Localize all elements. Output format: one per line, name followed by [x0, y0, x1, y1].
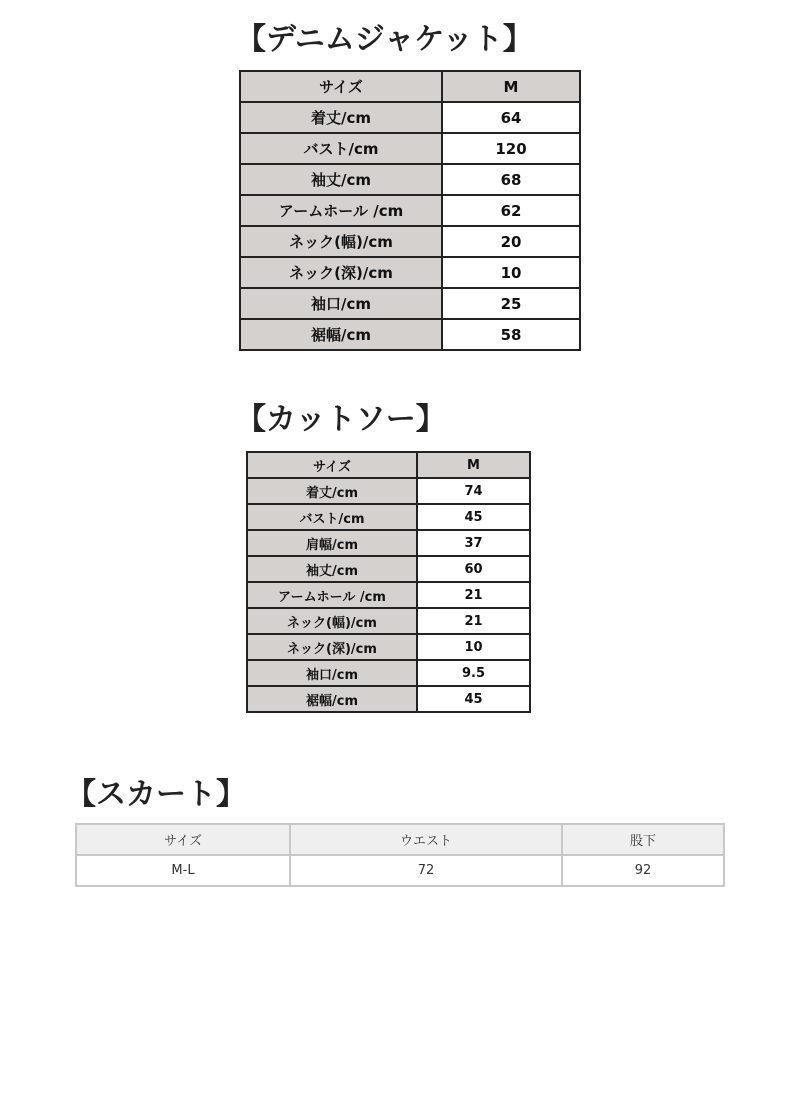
column-header-waist: ウエスト [290, 824, 562, 855]
table-row [247, 530, 530, 556]
measurement-value: 10 [417, 634, 530, 660]
measurement-label: アームホール /cm [240, 195, 442, 226]
table-row [240, 102, 580, 133]
measurement-value: 62 [442, 195, 580, 226]
measurement-label: 肩幅/cm [247, 530, 417, 556]
measurement-value: 45 [417, 504, 530, 530]
table-row [240, 226, 580, 257]
measurement-label: 裾幅/cm [240, 319, 442, 350]
cut-and-sew-size-table [246, 451, 531, 713]
size-header-value: M [442, 71, 580, 102]
size-header-value: M [417, 452, 530, 478]
waist-value: 72 [290, 855, 562, 886]
size-value: M-L [76, 855, 290, 886]
measurement-value: 9.5 [417, 660, 530, 686]
table-row [240, 288, 580, 319]
table-row [247, 478, 530, 504]
measurement-label: 袖丈/cm [240, 164, 442, 195]
measurement-value: 120 [442, 133, 580, 164]
table-row [240, 319, 580, 350]
table-row [247, 504, 530, 530]
measurement-label: ネック(幅)/cm [247, 608, 417, 634]
size-header-label: サイズ [247, 452, 417, 478]
table-row [240, 257, 580, 288]
measurement-value: 60 [417, 556, 530, 582]
measurement-label: バスト/cm [240, 133, 442, 164]
measurement-value: 10 [442, 257, 580, 288]
skirt-title: 【スカート】 [66, 777, 246, 812]
table-row [247, 582, 530, 608]
table-row [247, 608, 530, 634]
measurement-value: 74 [417, 478, 530, 504]
size-header-label: サイズ [240, 71, 442, 102]
table-row [247, 686, 530, 712]
cut-and-sew-title: 【カットソー】 [236, 402, 446, 437]
column-header-inseam: 股下 [562, 824, 724, 855]
denim-jacket-size-table [239, 70, 581, 351]
inseam-value: 92 [562, 855, 724, 886]
measurement-value: 68 [442, 164, 580, 195]
measurement-label: 袖口/cm [240, 288, 442, 319]
measurement-value: 21 [417, 608, 530, 634]
measurement-label: 袖丈/cm [247, 556, 417, 582]
table-header-row [240, 71, 580, 102]
measurement-label: 着丈/cm [247, 478, 417, 504]
measurement-label: 裾幅/cm [247, 686, 417, 712]
measurement-label: 着丈/cm [240, 102, 442, 133]
measurement-label: ネック(深)/cm [240, 257, 442, 288]
measurement-label: バスト/cm [247, 504, 417, 530]
table-row [247, 660, 530, 686]
measurement-value: 20 [442, 226, 580, 257]
table-row [240, 164, 580, 195]
measurement-value: 58 [442, 319, 580, 350]
table-row [240, 195, 580, 226]
column-header-size: サイズ [76, 824, 290, 855]
measurement-label: 袖口/cm [247, 660, 417, 686]
measurement-value: 21 [417, 582, 530, 608]
skirt-size-table [75, 823, 725, 887]
table-row [240, 133, 580, 164]
table-row [247, 556, 530, 582]
measurement-label: ネック(深)/cm [247, 634, 417, 660]
measurement-value: 64 [442, 102, 580, 133]
table-row [247, 634, 530, 660]
table-row [76, 855, 724, 886]
denim-jacket-title: 【デニムジャケット】 [236, 22, 533, 57]
measurement-value: 25 [442, 288, 580, 319]
table-header-row [247, 452, 530, 478]
measurement-value: 45 [417, 686, 530, 712]
measurement-label: アームホール /cm [247, 582, 417, 608]
measurement-label: ネック(幅)/cm [240, 226, 442, 257]
table-header-row [76, 824, 724, 855]
measurement-value: 37 [417, 530, 530, 556]
